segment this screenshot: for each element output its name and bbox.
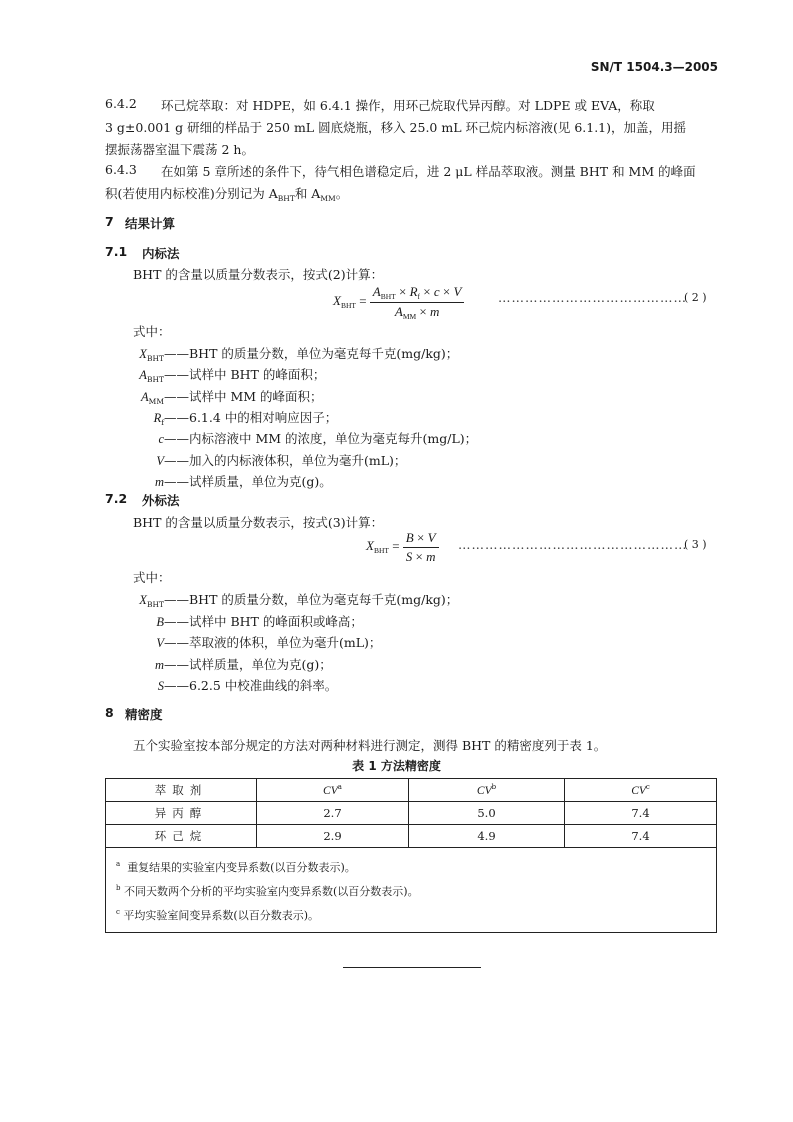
table-header-cell: 萃取剂	[106, 779, 257, 802]
definition-row	[0, 365, 325, 384]
definition-row	[0, 344, 458, 363]
section-8-intro: 五个实验室按本部分规定的方法对两种材料进行测定，测得 BHT 的精密度列于表 1。	[133, 738, 607, 753]
definition-row	[0, 590, 458, 609]
clause-6-4-3-line2-text: 积(若使用内标校准)分别记为 A	[105, 186, 278, 201]
document-code: SN/T 1504.3—2005	[590, 60, 718, 74]
table-notes	[106, 848, 717, 933]
section-7-title: 结果计算	[125, 216, 176, 231]
definition-row	[0, 612, 363, 630]
subsection-7-2-intro: BHT 的含量以质量分数表示，按式(3)计算：	[133, 515, 384, 530]
table-header-cell: $CV^b$	[409, 779, 565, 802]
end-rule	[343, 967, 481, 968]
clause-6-4-3-line2-end: 。	[335, 186, 349, 201]
definition-symbol: V	[156, 453, 164, 468]
definition-text: ——试样中 BHT 的峰面积或峰高；	[164, 613, 363, 629]
table-header-cell: $CV^c$	[565, 779, 717, 802]
definition-symbol: $A_{MM}$	[141, 389, 164, 406]
definition-symbol: $R_f$	[153, 410, 164, 427]
definition-symbol: m	[154, 474, 164, 489]
table-header-cell: $CV^a$	[257, 779, 409, 802]
definition-symbol: S	[157, 679, 164, 693]
clause-6-4-3-line2-mid: 和 A	[294, 186, 321, 201]
section-8-number: 8	[105, 705, 114, 720]
table-cell: 7.4	[565, 825, 717, 848]
subsection-7-1-intro: BHT 的含量以质量分数表示，按式(2)计算：	[133, 267, 384, 282]
table-row	[106, 825, 717, 848]
clause-6-4-2-line2: 3 g±0.001 g 研细的样品于 250 mL 圆底烧瓶，移入 25.0 mL 环己烷内标溶液(见 6.1.1)，加盖，用摇	[105, 120, 687, 135]
definition-symbol: c	[158, 432, 164, 447]
equation-2: $X_{BHT}$ = $\frac{A_{BHT} \times R_f \times c \times V}{A_{MM} \times m}$	[333, 284, 464, 321]
equation-3: $X_{BHT}$ = $\frac{B \times V}{S \times m}$	[366, 530, 439, 565]
table-cell: 5.0	[409, 802, 565, 825]
definition-row	[0, 676, 337, 694]
clause-6-4-2-line1: 环己烷萃取：对 HDPE，如 6.4.1 操作，用环己烷取代异丙醇。对 LDPE 或 EVA，称取	[161, 98, 655, 113]
definition-text: ——试样中 MM 的峰面积；	[164, 388, 323, 404]
subsection-7-1-title: 内标法	[142, 246, 180, 261]
table-cell: 异丙醇	[106, 802, 257, 825]
clause-6-4-3-line1: 在如第 5 章所述的条件下，待气相色谱稳定后，进 2 μL 样品萃取液。测量 BHT 和 MM 的峰面	[161, 164, 696, 179]
table-cell: 2.7	[257, 802, 409, 825]
equation-3-label: ( 3 )	[684, 538, 707, 551]
clause-6-4-2-number: 6.4.2	[105, 96, 137, 111]
definition-text: ——内标溶液中 MM 的浓度，单位为毫克每升(mg/L)；	[164, 431, 478, 447]
definition-text: ——BHT 的质量分数，单位为毫克每千克(mg/kg)；	[164, 592, 459, 607]
where-label-7-2: 式中：	[133, 570, 171, 585]
definition-text: ——BHT 的质量分数，单位为毫克每千克(mg/kg)；	[164, 346, 459, 361]
definition-row	[0, 387, 323, 406]
definition-symbol: m	[154, 657, 164, 672]
table-cell: 7.4	[565, 802, 717, 825]
clause-6-4-2-line3: 摆振荡器室温下震荡 2 h。	[105, 142, 254, 157]
definition-row	[0, 472, 332, 490]
definition-row	[0, 655, 332, 673]
equation-3-leader: ……………………………………………	[458, 537, 688, 552]
table-row	[106, 802, 717, 825]
table-cell: 2.9	[257, 825, 409, 848]
clause-6-4-3-line2	[105, 184, 348, 203]
subsection-7-2-title: 外标法	[142, 493, 180, 508]
definition-text: ——试样质量，单位为克(g)。	[164, 473, 332, 489]
definition-symbol: $X_{BHT}$	[139, 347, 164, 363]
subsection-7-1-number: 7.1	[105, 244, 128, 259]
definition-text: ——6.1.4 中的相对响应因子；	[164, 409, 338, 425]
clause-6-4-3-number: 6.4.3	[105, 162, 137, 177]
abht-subscript: BHT	[277, 194, 295, 203]
equation-2-label: ( 2 )	[684, 291, 707, 304]
definition-symbol: B	[156, 614, 164, 629]
precision-table	[105, 778, 717, 933]
table-notes-row	[106, 848, 717, 933]
table-cell: 环己烷	[106, 825, 257, 848]
table-header-row	[106, 779, 717, 802]
subsection-7-2-number: 7.2	[105, 491, 128, 506]
equation-2-leader: ……………………………………	[498, 290, 687, 305]
definition-row	[0, 429, 477, 447]
table-note: $^a$ 重复结果的实验室内变异系数(以百分数表示)。	[116, 860, 356, 874]
definition-row	[0, 408, 337, 427]
definition-row	[0, 451, 406, 469]
definition-text: ——试样中 BHT 的峰面积；	[164, 367, 326, 383]
section-7-number: 7	[105, 214, 114, 229]
definition-text: ——加入的内标液体积，单位为毫升(mL)；	[164, 452, 407, 468]
definition-text: ——试样质量，单位为克(g)；	[164, 656, 332, 672]
definition-symbol: $A_{BHT}$	[139, 368, 164, 385]
table-cell: 4.9	[409, 825, 565, 848]
table-1-caption: 表 1 方法精密度	[352, 759, 441, 773]
definition-symbol: $X_{BHT}$	[139, 593, 164, 609]
definition-symbol: V	[156, 636, 164, 650]
section-8-title: 精密度	[125, 707, 163, 722]
definition-row	[0, 633, 381, 651]
table-note: $^c$ 平均实验室间变异系数(以百分数表示)。	[116, 908, 320, 922]
table-note: $^b$ 不同天数两个分析的平均实验室内变异系数(以百分数表示)。	[116, 884, 419, 898]
amm-subscript: MM	[320, 194, 336, 203]
definition-text: ——6.2.5 中校准曲线的斜率。	[164, 678, 338, 693]
definition-text: ——萃取液的体积，单位为毫升(mL)；	[164, 635, 382, 650]
where-label-7-1: 式中：	[133, 324, 171, 339]
